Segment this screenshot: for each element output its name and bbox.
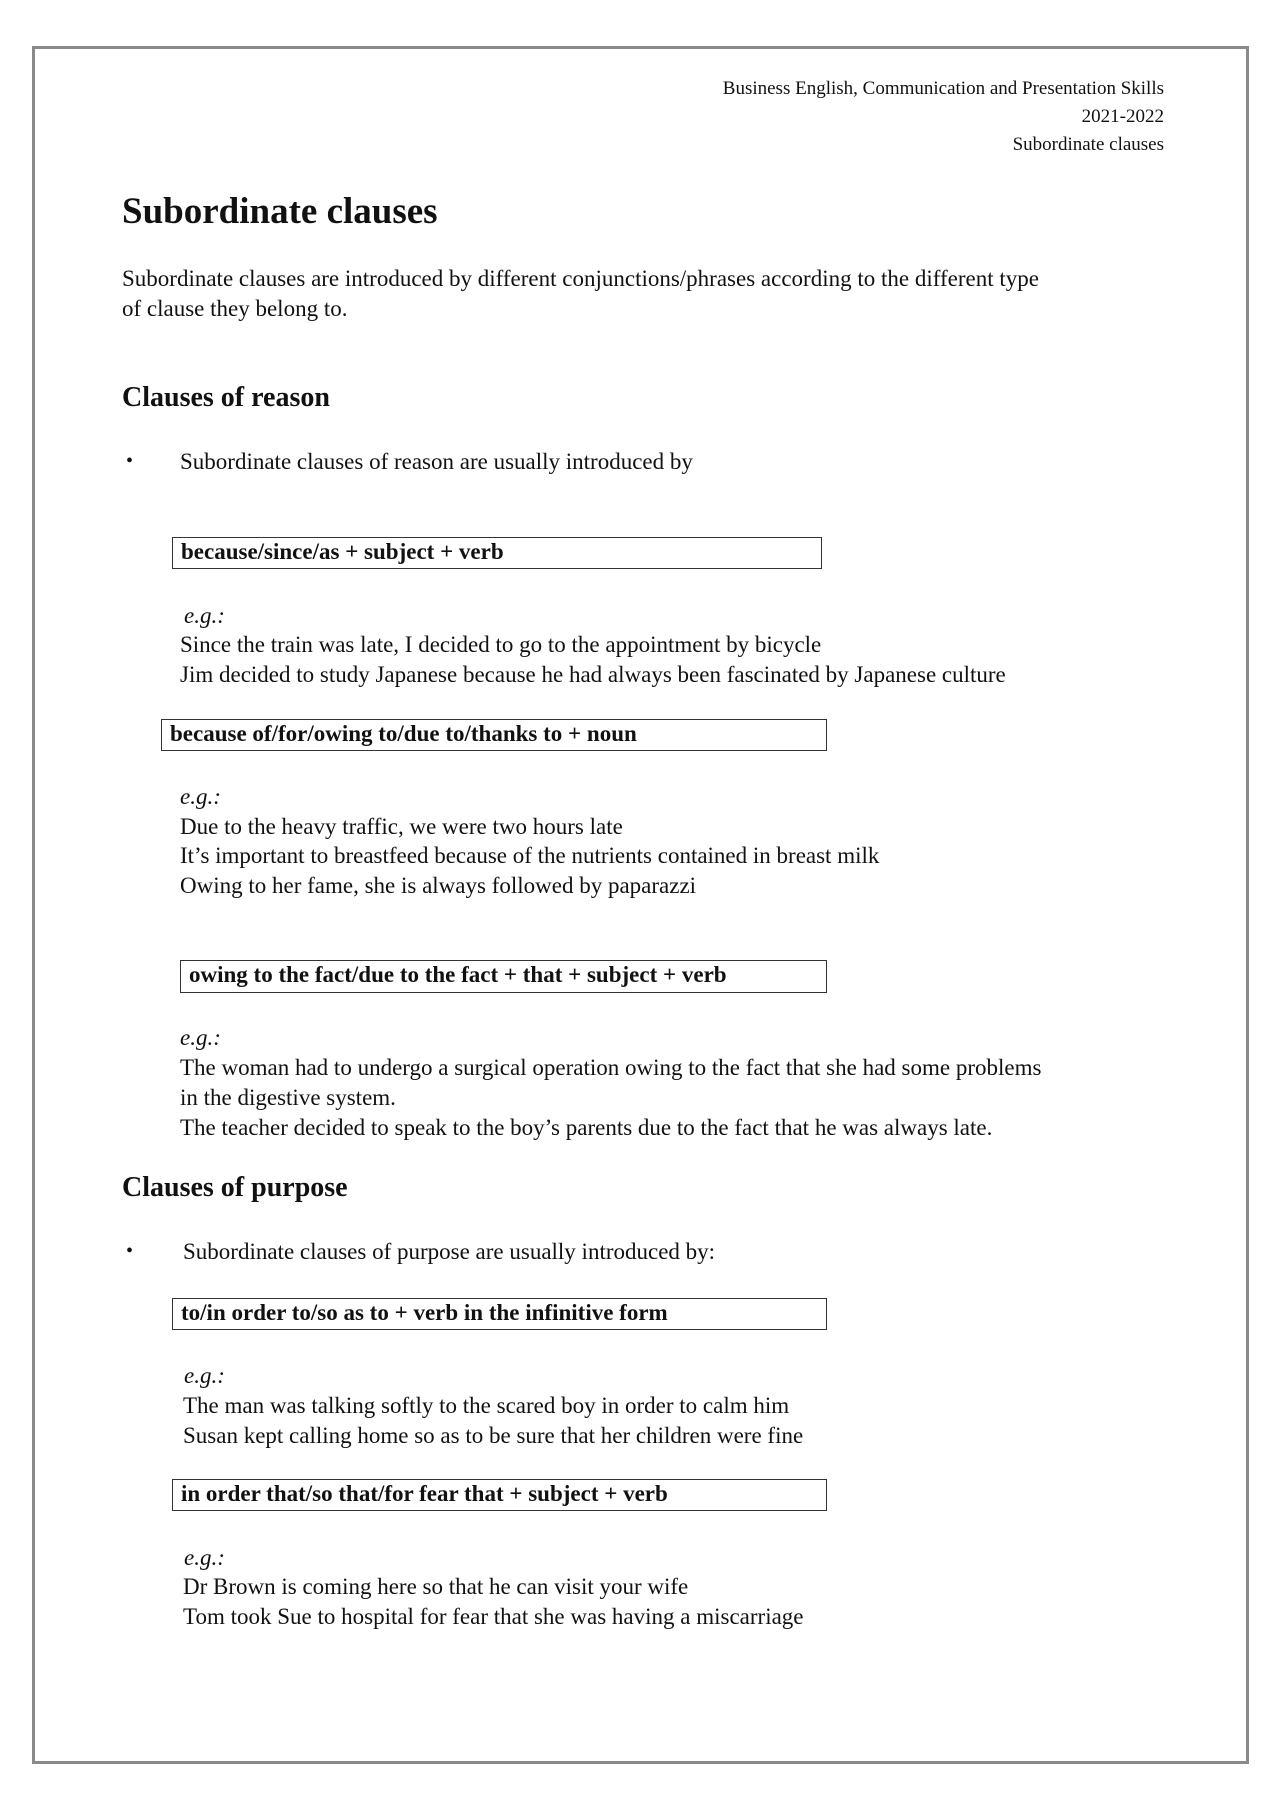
header-year: 2021-2022 [1081, 106, 1164, 127]
bullet-icon: • [126, 450, 134, 472]
header-course: Business English, Communication and Presentation Skills [722, 78, 1164, 99]
eg-label: e.g.: [180, 784, 221, 809]
example-line: The teacher decided to speak to the boy’s parents due to the fact that he was always late. [180, 1115, 993, 1140]
eg-label: e.g.: [184, 603, 225, 628]
example-line: Since the train was late, I decided to go to the appointment by bicycle [180, 632, 822, 657]
header-topic: Subordinate clauses [1012, 134, 1164, 155]
purpose-bullet-text: Subordinate clauses of purpose are usually introduced by: [183, 1239, 716, 1264]
example-line: Jim decided to study Japanese because he had always been fascinated by Japanese culture [180, 662, 1006, 687]
rule-box-reason-2: because of/for/owing to/due to/thanks to + noun [161, 719, 827, 751]
example-line: Tom took Sue to hospital for fear that she was having a miscarriage [183, 1604, 804, 1629]
example-line: Dr Brown is coming here so that he can visit your wife [183, 1574, 689, 1599]
rule-box-purpose-1: to/in order to/so as to + verb in the infinitive form [172, 1298, 827, 1330]
reason-bullet-text: Subordinate clauses of reason are usually introduced by [180, 449, 693, 474]
example-line: in the digestive system. [180, 1085, 396, 1110]
example-line: Due to the heavy traffic, we were two hours late [180, 814, 623, 839]
page-title: Subordinate clauses [122, 191, 438, 232]
heading-clauses-of-reason: Clauses of reason [122, 382, 330, 413]
eg-label: e.g.: [184, 1545, 225, 1570]
eg-label: e.g.: [184, 1363, 225, 1388]
intro-line-2: of clause they belong to. [122, 296, 348, 321]
intro-line-1: Subordinate clauses are introduced by different conjunctions/phrases according to the different type [122, 266, 1039, 291]
example-line: Owing to her fame, she is always followed by paparazzi [180, 873, 697, 898]
bullet-icon: • [126, 1240, 134, 1262]
example-line: It’s important to breastfeed because of the nutrients contained in breast milk [180, 843, 880, 868]
example-line: The man was talking softly to the scared boy in order to calm him [183, 1393, 790, 1418]
heading-clauses-of-purpose: Clauses of purpose [122, 1172, 348, 1203]
example-line: Susan kept calling home so as to be sure that her children were fine [183, 1423, 804, 1448]
eg-label: e.g.: [180, 1025, 221, 1050]
rule-box-reason-1: because/since/as + subject + verb [172, 537, 822, 569]
rule-box-reason-3: owing to the fact/due to the fact + that + subject + verb [180, 960, 827, 993]
rule-box-purpose-2: in order that/so that/for fear that + subject + verb [172, 1479, 827, 1511]
example-line: The woman had to undergo a surgical operation owing to the fact that she had some problems [180, 1055, 1042, 1080]
